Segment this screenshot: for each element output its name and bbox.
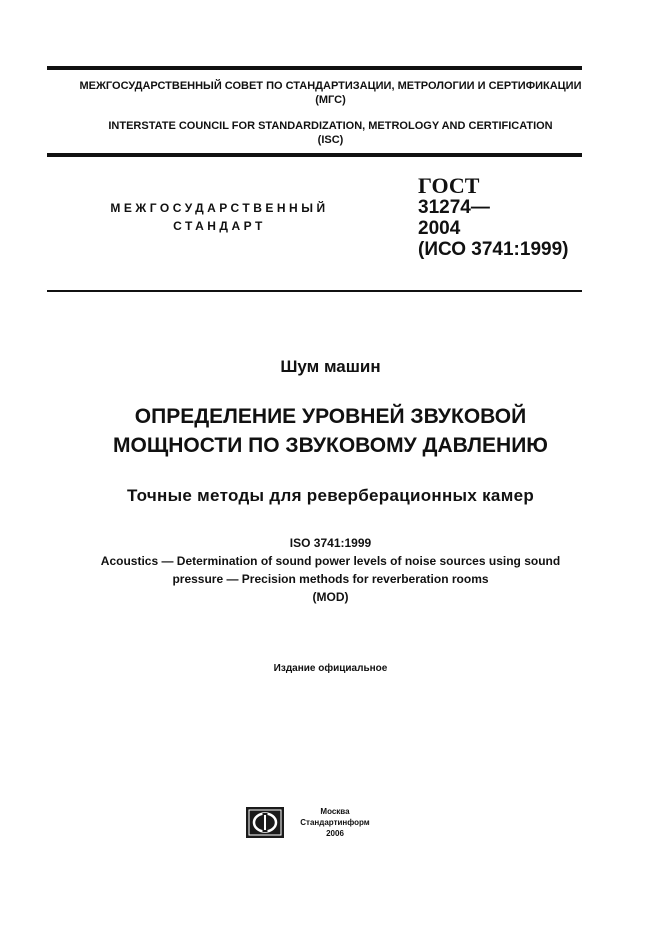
council-ru-line1: МЕЖГОСУДАРСТВЕННЫЙ СОВЕТ ПО СТАНДАРТИЗАЦИИ, МЕТРОЛОГИИ И СЕРТИФИКАЦИИ <box>79 80 582 92</box>
top-rule <box>47 66 582 70</box>
standard-label-line1: МЕЖГОСУДАРСТВЕННЫЙ <box>110 201 329 215</box>
gost-title: ГОСТ <box>418 173 480 198</box>
publisher-city: Москва <box>320 807 350 816</box>
gost-iso-ref: (ИСО 3741:1999) <box>418 239 569 260</box>
council-en-line2: (ISC) <box>317 134 344 146</box>
council-ru-line2: (МГС) <box>315 94 346 106</box>
header-bottom-rule <box>47 153 582 157</box>
document-subtitle: Точные методы для реверберационных камер <box>126 486 535 505</box>
gost-number: 31274— <box>418 197 490 218</box>
document-title-line1: ОПРЕДЕЛЕНИЕ УРОВНЕЙ ЗВУКОВОЙ <box>134 405 527 428</box>
iso-title-line1: Acoustics — Determination of sound power levels of noise sources using sound <box>100 554 561 568</box>
edition-note: Издание официальное <box>273 663 388 674</box>
iso-title-line2: pressure — Precision methods for reverberation rooms <box>172 572 489 586</box>
iso-mod: (MOD) <box>312 590 349 604</box>
publisher-name: Стандартинформ <box>300 818 370 827</box>
gost-designation <box>418 175 568 260</box>
publisher-year: 2006 <box>326 829 344 838</box>
gost-year: 2004 <box>418 218 461 239</box>
document-subject: Шум машин <box>280 357 381 376</box>
section-rule <box>47 290 582 292</box>
standard-label-line2: СТАНДАРТ <box>173 219 266 233</box>
council-en-line1: INTERSTATE COUNCIL FOR STANDARDIZATION, METROLOGY AND CERTIFICATION <box>108 120 553 132</box>
publisher-block <box>290 806 380 839</box>
standartinform-logo-icon <box>246 807 284 838</box>
document-title-line2: МОЩНОСТИ ПО ЗВУКОВОМУ ДАВЛЕНИЮ <box>113 434 548 457</box>
iso-code: ISO 3741:1999 <box>289 536 372 550</box>
